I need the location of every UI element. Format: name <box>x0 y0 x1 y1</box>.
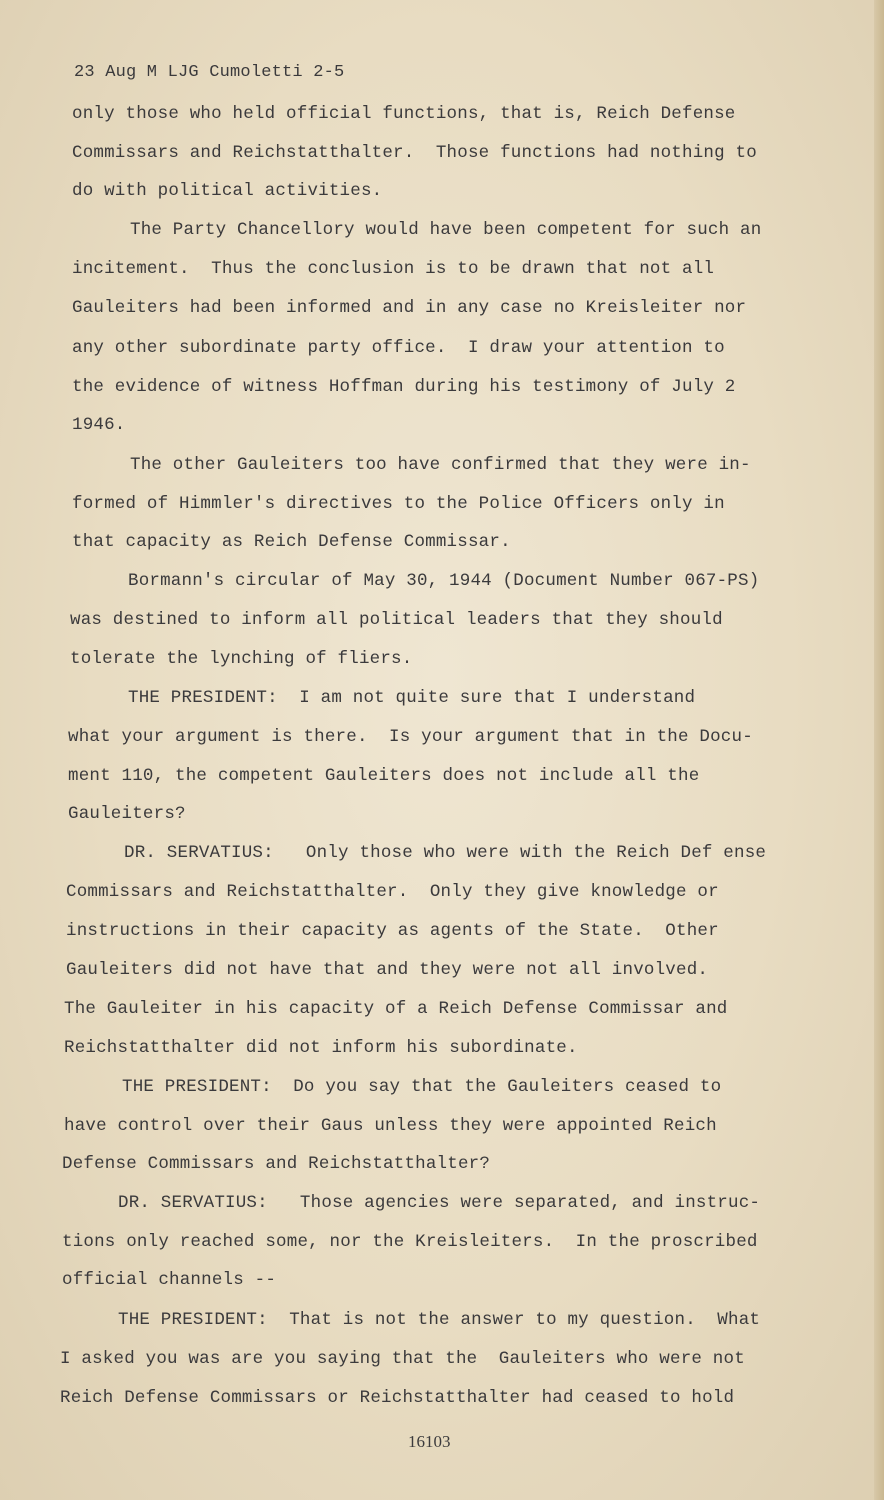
text-line: was destined to inform all political leaders that they should <box>70 610 723 630</box>
page-number: 16103 <box>408 1432 451 1451</box>
text-line: The other Gauleiters too have confirmed that they were in- <box>130 455 751 475</box>
text-line: I asked you was are you saying that the Gauleiters who were not <box>60 1349 745 1369</box>
text-line: Reich Defense Commissars or Reichstatthalter had ceased to hold <box>60 1388 735 1408</box>
speaker-line: THE PRESIDENT: That is not the answer to my question. What <box>118 1310 761 1330</box>
text-line: instructions in their capacity as agents of the State. Other <box>66 921 719 941</box>
page-edge <box>874 0 884 1500</box>
text-line: tolerate the lynching of fliers. <box>70 649 413 669</box>
text-line: Gauleiters? <box>68 804 186 824</box>
text-line: Gauleiters did not have that and they were not all involved. <box>66 960 709 980</box>
document-header: 23 Aug M LJG Cumoletti 2-5 <box>74 63 345 82</box>
speaker-line: DR. SERVATIUS: Only those who were with the Reich Def ense <box>124 843 767 863</box>
speaker-line: THE PRESIDENT: I am not quite sure that I understand <box>128 688 696 708</box>
text-line: formed of Himmler's directives to the Police Officers only in <box>72 494 725 514</box>
text-line: 1946. <box>72 415 126 435</box>
text-line: The Gauleiter in his capacity of a Reich Defense Commissar and <box>64 999 728 1019</box>
text-line: Commissars and Reichstatthalter. Those functions had nothing to <box>72 143 757 163</box>
text-line: Commissars and Reichstatthalter. Only they give knowledge or <box>66 882 719 902</box>
text-line: any other subordinate party office. I draw your attention to <box>72 338 725 358</box>
text-line: do with political activities. <box>72 181 383 201</box>
text-line: that capacity as Reich Defense Commissar. <box>72 532 511 552</box>
text-line: Bormann's circular of May 30, 1944 (Document Number 067-PS) <box>128 571 760 591</box>
speaker-line: DR. SERVATIUS: Those agencies were separated, and instruc- <box>118 1193 761 1213</box>
text-line: The Party Chancellory would have been competent for such an <box>130 220 762 240</box>
text-line: ment 110, the competent Gauleiters does not include all the <box>68 766 700 786</box>
text-line: have control over their Gaus unless they were appointed Reich <box>64 1116 717 1136</box>
speaker-line: THE PRESIDENT: Do you say that the Gauleiters ceased to <box>122 1077 722 1097</box>
text-line: Gauleiters had been informed and in any case no Kreisleiter nor <box>72 298 747 318</box>
text-line: Defense Commissars and Reichstatthalter? <box>62 1154 491 1174</box>
text-line: Reichstatthalter did not inform his subordinate. <box>64 1038 578 1058</box>
text-line: incitement. Thus the conclusion is to be drawn that not all <box>72 259 715 279</box>
text-line: tions only reached some, nor the Kreisleiters. In the proscribed <box>62 1232 758 1252</box>
text-line: only those who held official functions, that is, Reich Defense <box>72 104 736 124</box>
text-line: what your argument is there. Is your argument that in the Docu- <box>68 727 753 747</box>
text-line: the evidence of witness Hoffman during his testimony of July 2 <box>72 377 736 397</box>
text-line: official channels -- <box>62 1270 277 1290</box>
